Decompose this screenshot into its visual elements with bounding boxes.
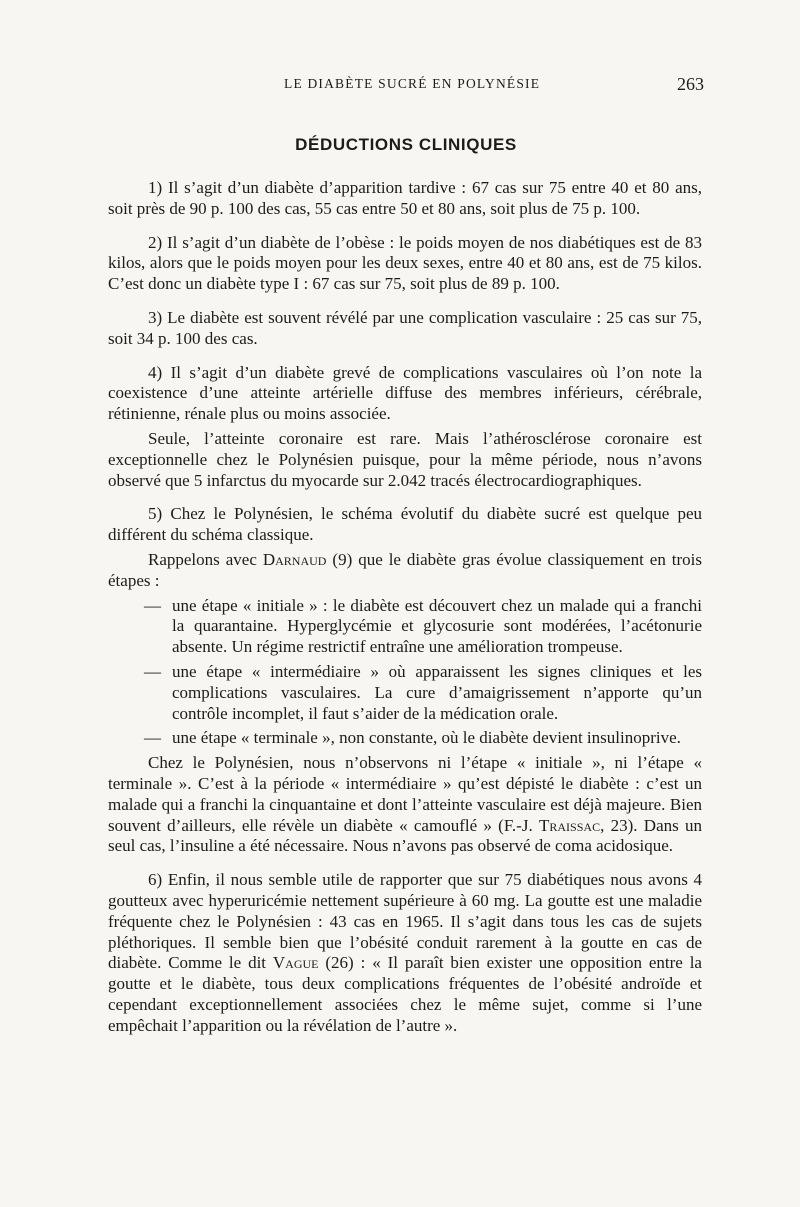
text-part: Chez le Polynésien, nous n’observons ni l’étape « initiale », ni l’étape « terminale ». C’est à la période « intermédiaire » qu’est dépisté le diabète : c’est un malade qui a franchi la cinquantaine et dont l’atteinte vasculaire est déjà majeure. Bien souvent d’ailleurs, elle révèle un diabète « camouflé » (F.-J. [108, 753, 702, 835]
stage-text: une étape « initiale » : le diabète est découvert chez un malade qui a franchi la quarantaine. Hyperglycémie et glycosurie sont modérées, l’acétonurie absente. Un régime restrictif entraîne une amélioration trompeuse. [172, 595, 702, 657]
paragraph-4-continued: Seule, l’atteinte coronaire est rare. Mais l’athérosclérose coronaire est exceptionnelle chez le Polynésien puisque, pour la même période, nous n’avons observé que 5 infarctus du myocarde sur 2.042 tracés électrocardiographiques. [108, 428, 702, 490]
intro-text-start: Rappelons avec [148, 549, 263, 569]
text-part: 6) Enfin, il nous semble utile de rapporter que sur 75 diabétiques nous avons 4 goutteux avec hyperuricémie nettement supérieure à 60 mg. La goutte est une maladie fréquente chez le Polynésien : 43 cas en 1965. Il s’agit dans tous les cas de sujets pléthoriques. Il semble bien que l’obésité conduit rarement à la goutte en cas de diabète. Comme le dit [108, 870, 702, 973]
list-item [108, 728, 702, 749]
paragraph-2: 2) Il s’agit d’un diabète de l’obèse : le poids moyen de nos diabétiques est de 83 kilos, alors que le poids moyen pour les deux sexes, entre 40 et 80 ans, est de 75 kilos. C’est donc un diabète type I : 67 cas sur 75, soit plus de 89 p. 100. [108, 232, 702, 294]
paragraph-3: 3) Le diabète est souvent révélé par une complication vasculaire : 25 cas sur 75, soit 34 p. 100 des cas. [108, 307, 702, 348]
author-traissac: Traissac [539, 815, 601, 835]
paragraph-5-stages-intro [108, 550, 702, 592]
dash-marker: — [144, 728, 161, 748]
author-darnaud: Darnaud [262, 549, 327, 569]
list-item [108, 596, 702, 658]
paragraph-1: 1) Il s’agit d’un diabète d’apparition tardive : 67 cas sur 75 entre 40 et 80 ans, soit près de 90 p. 100 des cas, 55 cas entre 50 et 80 ans, soit plus de 75 p. 100. [108, 178, 702, 218]
text-part: (26) : « Il paraît bien exister une opposition entre la goutte et le diabète, tous deux complications fréquentes de l’obésité androïde et cependant exceptionnellement associées chez le même sujet, comme si l’une empêchait l’apparition ou la révélation de l’autre ». [108, 953, 702, 1035]
page-number: 263 [677, 74, 704, 94]
list-item [108, 662, 702, 724]
stage-text: une étape « intermédiaire » où apparaissent les signes cliniques et les complications vasculaires. La cure d’amaigrissement n’apporte qu’un contrôle incomplet, il faut s’aider de la médication orale. [172, 661, 702, 723]
stage-text: une étape « terminale », non constante, où le diabète devient insulinoprive. [172, 728, 681, 748]
stages-list [108, 596, 702, 750]
section-title: DÉDUCTIONS CLINIQUES [295, 135, 517, 154]
intro-text-end: (9) que le diabète gras évolue classiquement en trois étapes : [108, 549, 702, 590]
body-text [108, 178, 702, 1036]
text-part: , 23). Dans un seul cas, l’insuline a été nécessaire. Nous n’avons pas observé de coma acidosique. [108, 815, 702, 856]
paragraph-6 [108, 870, 702, 1036]
dash-marker: — [144, 595, 161, 615]
paragraph-4: 4) Il s’agit d’un diabète grevé de complications vasculaires où l’on note la coexistence d’une atteinte artérielle diffuse des membres inférieurs, cérébrale, rétinienne, rénale plus ou moins associée. [108, 362, 702, 424]
author-vague: Vague [272, 953, 319, 973]
running-title: LE DIABÈTE SUCRÉ EN POLYNÉSIE [284, 76, 541, 91]
paragraph-5: 5) Chez le Polynésien, le schéma évolutif du diabète sucré est quelque peu différent du schéma classique. [108, 504, 702, 545]
dash-marker: — [144, 661, 161, 681]
paragraph-5-polynesian [108, 753, 702, 857]
